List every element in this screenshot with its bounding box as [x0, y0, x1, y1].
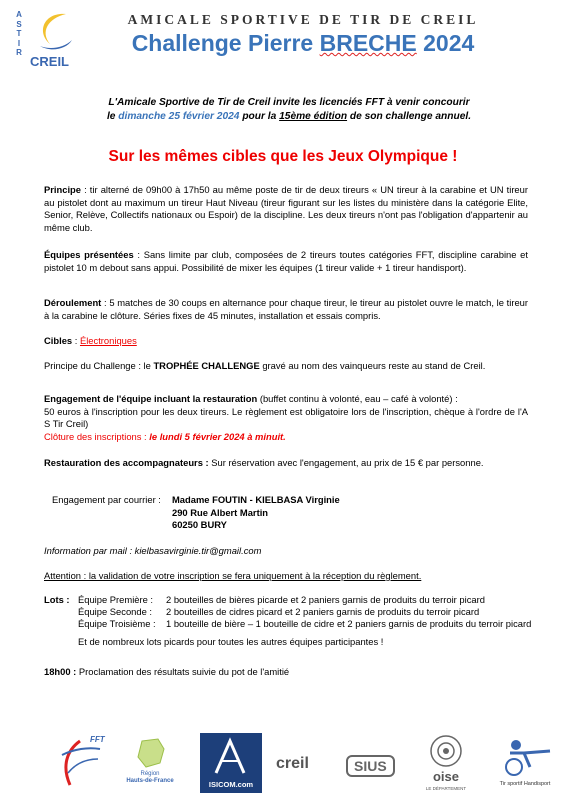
sius-label: SIUS [346, 755, 395, 777]
intro-pre: le [106, 111, 119, 122]
cloture-label: Clôture des inscriptions : [44, 430, 150, 442]
logo-letter: T [16, 29, 22, 38]
oise-label: oise [432, 769, 459, 784]
closing-line [44, 666, 528, 679]
courrier-city: 60250 BURY [172, 519, 227, 531]
intro-line1: L'Amicale Sportive de Tir de Creil invite les licenciés FFT à venir concourir [108, 97, 470, 108]
logo-letter: I [17, 38, 21, 48]
closing-text: Proclamation des résultats suivie du pot de l'amitié [76, 666, 290, 677]
region-text [124, 771, 176, 785]
region-map-icon [120, 733, 180, 773]
lots-row [44, 606, 531, 618]
courrier-street: 290 Rue Albert Martin [172, 506, 269, 518]
deroulement-paragraph [44, 297, 528, 322]
intro-text [44, 96, 534, 124]
handisport-label: Tir sportif Handisport [499, 781, 551, 787]
lots-row [44, 618, 531, 630]
lots-team: Équipe Troisième : [78, 618, 156, 629]
title-prefix: Challenge Pierre [131, 30, 320, 56]
engagement-paragraph [44, 393, 528, 443]
intro-mid: pour la [239, 111, 280, 122]
cloture-date: le lundi 5 février 2024 à minuit. [149, 430, 286, 442]
cloture-line [44, 431, 528, 444]
engagement-text: 50 euros à l'inscription pour les deux tireurs. Le règlement est obligatoire lors de l'inscription, chèque à l'ordre de l'A S Tir Creil) [44, 405, 528, 430]
courrier-label: Engagement par courrier : [52, 494, 161, 505]
courrier-row [52, 494, 528, 532]
headline: Sur les mêmes cibles que les Jeux Olympique ! [108, 148, 458, 165]
principe-paragraph [44, 184, 528, 234]
principe-label: Principe [44, 184, 81, 195]
isicom-logo [200, 733, 262, 793]
isicom-mark-icon [200, 733, 262, 781]
equipes-paragraph [44, 249, 528, 274]
logo-name: CREIL [30, 54, 69, 69]
sius-logo [344, 733, 408, 793]
oise-logo [424, 733, 468, 793]
logo-letter: S [16, 19, 22, 29]
equipes-label: Équipes présentées [44, 249, 134, 260]
engagement-label: Engagement de l'équipe incluant la restauration [44, 393, 258, 404]
attention-note: Attention : la validation de votre inscription se fera uniquement à la réception du règlement. [44, 570, 422, 581]
restauration-paragraph [44, 457, 528, 470]
courrier-address [172, 494, 340, 532]
engagement-heading [44, 393, 528, 406]
deroulement-text: : 5 matches de 30 coups en alternance pour chaque tireur, le tireur au pistolet ouvre le match, le tireur à la carabine le clôture. Séries fixes de 45 minutes, installation et essais compris. [44, 297, 528, 321]
oise-sub: LE DÉPARTEMENT [425, 786, 467, 791]
lots-table [44, 594, 531, 630]
equipes-text: : Sans limite par club, composées de 2 tireurs toutes catégories FFT, discipline carabine et pistolet 10 m debout sans appui. Possibilité de mixer les équipes (1 tireur valide + 1 tireur handisport). [44, 249, 528, 273]
logo-letter: R [16, 48, 22, 57]
courrier-name: Madame FOUTIN - KIELBASA Virginie [172, 494, 340, 505]
lots-prize: 1 bouteille de bière – 1 bouteille de cidre et 2 paniers garnis de produits du terroir picard [166, 618, 532, 629]
principe-text: : tir alterné de 09h00 à 17h50 au même poste de tir de deux tireurs « UN tireur à la carabine et UN tireur au pistolet dont au maximum un tireur Haut Niveau (tireur figurant sur les listes du ministère dans la catégorie Elite, Senior, Relève, Collectifs nationaux ou Espoir) de la discipline. Les deux tireurs n'ont pas l'obligation d'appartenir au même club. [44, 184, 528, 233]
lots-team: Équipe Première : [78, 594, 154, 605]
lots-row [44, 594, 531, 606]
title-year: 2024 [416, 30, 475, 56]
lots-prize: 2 bouteilles de bières picarde et 2 paniers garnis de produits du terroir picard [166, 594, 485, 605]
oise-flower-icon [424, 733, 468, 773]
logo-letter: A [16, 10, 22, 19]
lots-prize: 2 bouteilles de cidres picard et 2 paniers garnis de produits du terroir picard [166, 606, 480, 617]
engagement-suffix: (buffet continu à volonté, eau – café à volonté) : [257, 393, 458, 404]
edition: 15ème édition [279, 111, 348, 122]
page-title [0, 30, 566, 57]
restauration-text: Sur réservation avec l'engagement, au prix de 15 € par personne. [208, 457, 484, 468]
cibles-sep: : [72, 335, 80, 346]
handisport-shooter-icon [490, 733, 560, 777]
fft-label: FFT [90, 735, 105, 744]
club-name: AMICALE SPORTIVE DE TIR DE CREIL [127, 12, 479, 27]
courrier-block [52, 494, 528, 532]
region-line1: Région [140, 771, 160, 777]
intro-post: de son challenge annuel. [347, 111, 472, 122]
trophee-name: TROPHÉE CHALLENGE [153, 360, 260, 371]
trophee-post: gravé au nom des vainqueurs reste au stand de Creil. [259, 360, 486, 371]
lots-others: Et de nombreux lots picards pour toutes les autres équipes participantes ! [78, 636, 384, 647]
trophee-pre: Principe du Challenge : le [44, 360, 154, 371]
lots-label: Lots : [44, 594, 70, 605]
creil-label: creil [276, 755, 309, 772]
region-line2: Hauts-de-France [126, 778, 174, 784]
cibles-value: Électroniques [79, 335, 137, 346]
region-logo [120, 733, 180, 793]
title-name: BRECHE [319, 30, 417, 56]
intro-line2 [44, 110, 534, 124]
restauration-label: Restauration des accompagnateurs : [44, 457, 209, 468]
cibles-paragraph [44, 335, 528, 348]
creil-logo [274, 733, 330, 793]
deroulement-label: Déroulement [44, 297, 102, 308]
mail-info: Information par mail : kielbasavirginie.tir@gmail.com [44, 545, 262, 556]
fft-logo [40, 733, 110, 793]
cibles-label: Cibles [44, 335, 73, 346]
handisport-logo [490, 733, 560, 793]
closing-time: 18h00 : [44, 666, 77, 677]
lots-team: Équipe Seconde : [78, 606, 153, 617]
event-date: dimanche 25 février 2024 [118, 111, 240, 122]
lots-section [44, 594, 534, 648]
trophee-paragraph [44, 360, 528, 373]
isicom-label: ISICOM.com [208, 780, 254, 789]
